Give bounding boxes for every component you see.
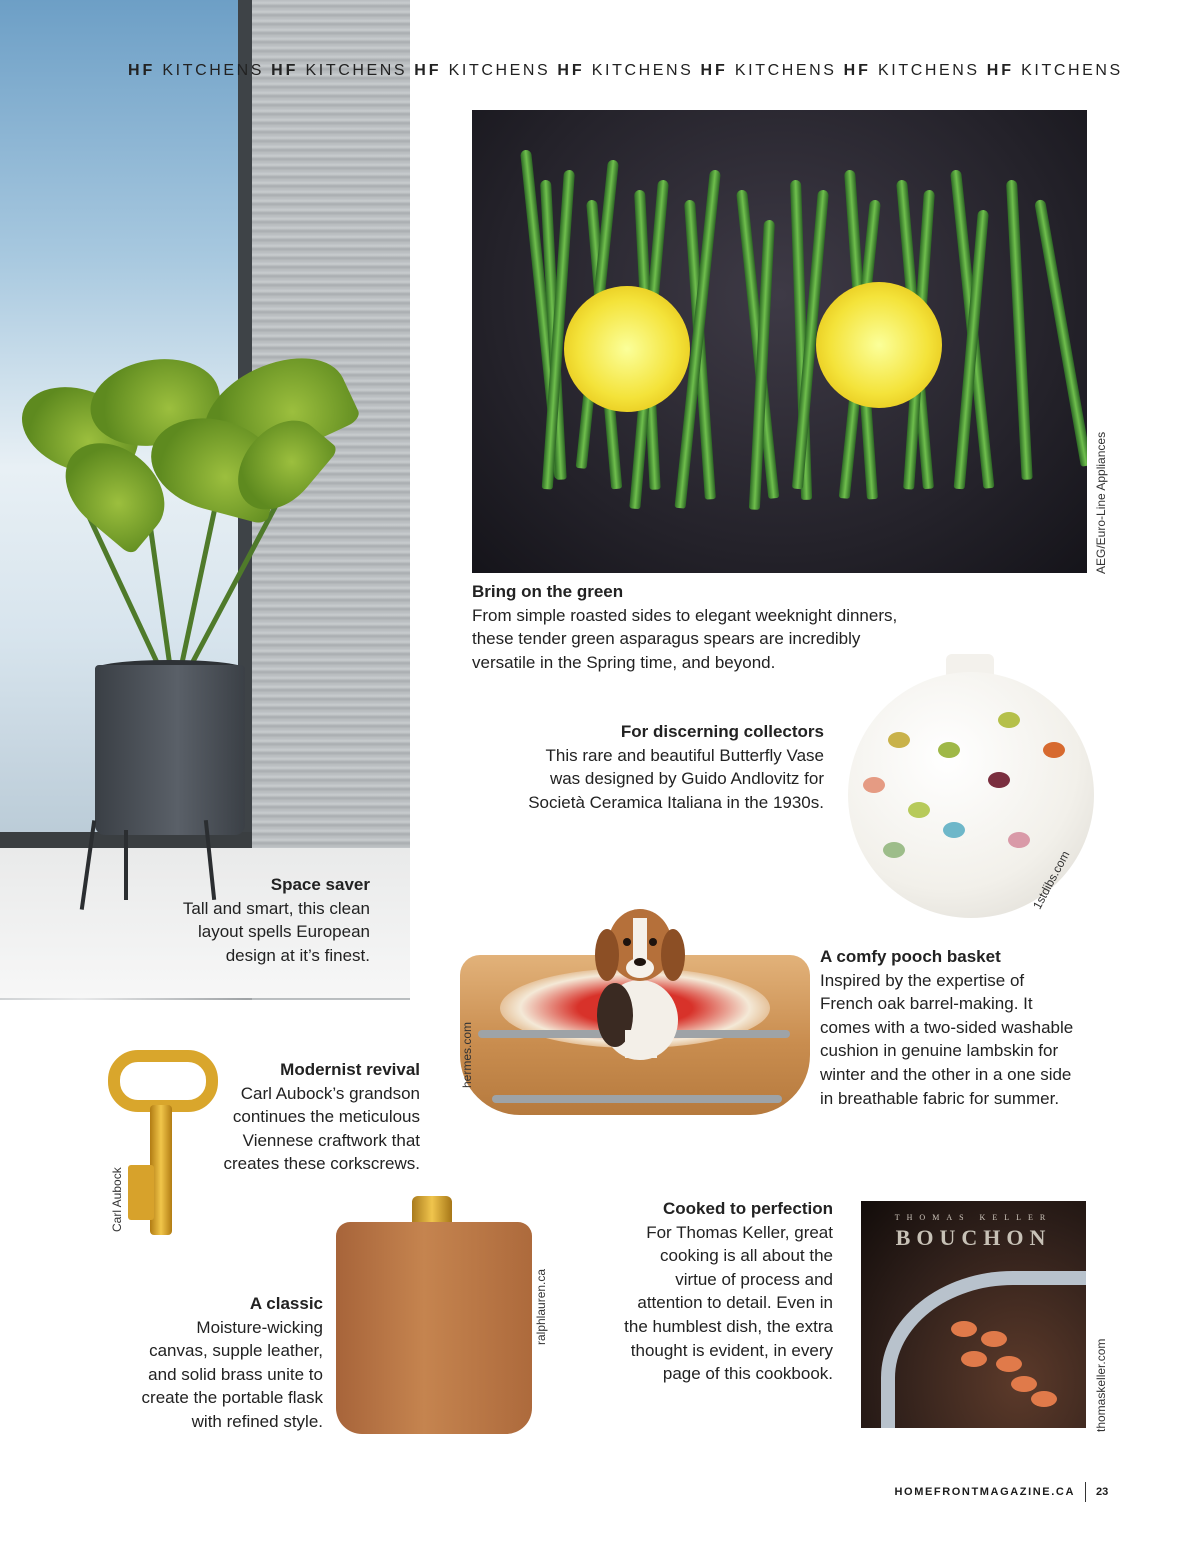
asparagus-photo — [472, 110, 1087, 573]
caption-title: A classic — [249, 1294, 323, 1313]
planter-pot — [95, 665, 245, 835]
caption-asparagus: Bring on the green From simple roasted sides to elegant weeknight dinners, these tender green asparagus spears are incredibly versatile in the Spring time, and beyond. — [472, 580, 972, 674]
key-bit — [128, 1165, 154, 1220]
photo-credit: hermes.com — [460, 1021, 474, 1088]
header-item: HF KITCHENS — [843, 62, 980, 79]
leather-flask-photo — [336, 1222, 532, 1434]
photo-credit: Carl Aubock — [110, 1167, 124, 1232]
cover-title: BOUCHON — [895, 1225, 1052, 1250]
caption-vase: For discerning collectors This rare and beautiful Butterfly Vase was designed by Guido Andlovitz for Società Ceramica Italiana in the 1930s. — [470, 720, 824, 814]
caption-title: For discerning collectors — [620, 722, 824, 741]
lemon-slice — [564, 286, 690, 412]
bouchon-cookbook-cover — [861, 1201, 1086, 1428]
footer-site: HOMEFRONTMAGAZINE.CA — [894, 1486, 1075, 1498]
header-item: HF KITCHENS — [271, 62, 408, 79]
caption-title: Space saver — [270, 875, 370, 894]
photo-credit: 1stdibs.com — [1030, 848, 1073, 912]
caption-corkscrew: Modernist revival Carl Aubock’s grandson continues the meticulous Viennese craftwork that creates these corkscrews. — [180, 1058, 420, 1176]
caption-cookbook: Cooked to perfection For Thomas Keller, great cooking is all about the virtue of process and attention to detail. Even in the humblest dish, the extra thought is evident, in every page of this cookbook. — [560, 1197, 833, 1386]
header-item: HF KITCHENS — [700, 62, 837, 79]
caption-title: Modernist revival — [280, 1060, 420, 1079]
cover-author: THOMAS KELLER — [894, 1213, 1053, 1222]
caption-title: Cooked to perfection — [662, 1199, 833, 1218]
caption-planter: Space saver Tall and smart, this clean layout spells European design at it’s finest. — [120, 873, 370, 967]
beagle-dog — [585, 900, 695, 1060]
lemon-slice — [816, 282, 942, 408]
header-item: HF KITCHENS — [128, 62, 265, 79]
caption-basket: A comfy pooch basket Inspired by the expertise of French oak barrel-making. It comes with a two-sided washable cushion in genuine lambskin for winter and the other in a one side in breathable fabric for summer. — [820, 945, 1120, 1110]
planter-photo — [0, 0, 410, 1000]
basket-hoop — [492, 1095, 782, 1103]
header-item: HF KITCHENS — [986, 62, 1123, 79]
photo-credit: ralphlauren.ca — [534, 1268, 548, 1345]
serving-tray — [881, 1271, 1086, 1428]
header-item: HF KITCHENS — [414, 62, 551, 79]
photo-credit: AEG/Euro-Line Appliances — [1094, 431, 1108, 574]
footer-divider — [1085, 1482, 1086, 1502]
caption-title: Bring on the green — [472, 582, 624, 601]
caption-title: A comfy pooch basket — [820, 947, 1001, 966]
running-header — [128, 62, 1123, 80]
page-number: 23 — [1096, 1486, 1109, 1498]
photo-credit: thomaskeller.com — [1094, 1338, 1108, 1432]
header-item: HF KITCHENS — [557, 62, 694, 79]
caption-flask: A classic Moisture-wicking canvas, supple leather, and solid brass unite to create the portable flask with refined style. — [110, 1292, 323, 1434]
